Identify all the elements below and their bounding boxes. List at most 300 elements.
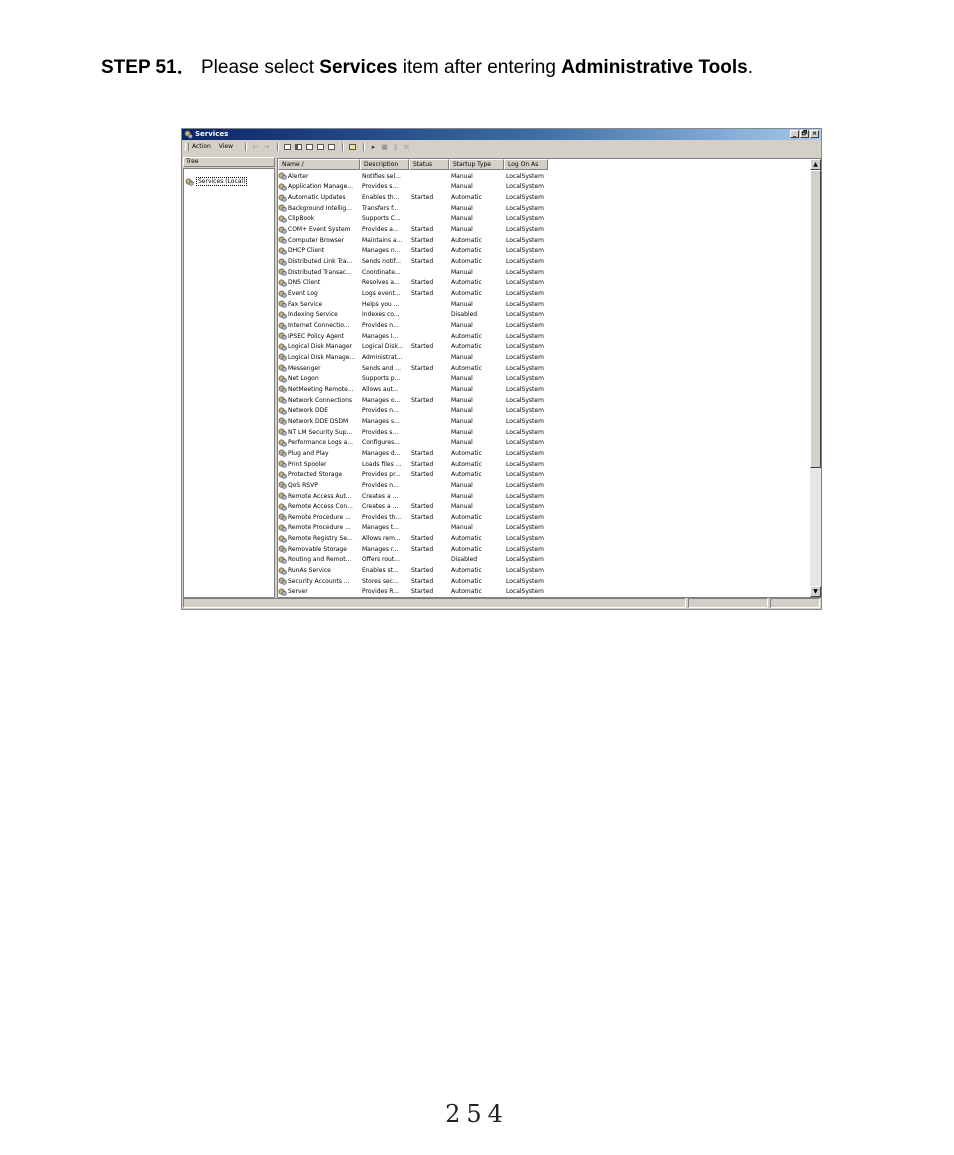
service-gear-icon [278,300,287,308]
service-gear-icon [278,204,287,212]
service-row[interactable] [278,384,809,395]
service-log-on-as: LocalSystem [506,290,544,298]
service-name-cell [278,567,360,575]
properties-icon[interactable] [305,143,314,151]
service-rows [278,171,809,597]
service-name-cell [278,194,360,202]
service-name-cell [278,439,360,447]
show-hide-tree-icon[interactable] [294,143,303,151]
service-startup-type: Manual [451,503,473,511]
service-row[interactable] [278,533,809,544]
service-row[interactable] [278,246,809,257]
service-startup-type: Automatic [451,343,482,351]
service-name-cell [278,343,360,351]
service-name-cell [278,183,360,191]
service-row[interactable] [278,448,809,459]
service-name-cell [278,577,360,585]
service-description: Manages n... [362,247,401,255]
service-status: Started [411,290,434,298]
service-gear-icon [278,513,287,521]
service-log-on-as: LocalSystem [506,439,544,447]
service-startup-type: Automatic [451,471,482,479]
services-gear-icon [185,178,194,186]
service-name: Protected Storage [288,471,343,479]
service-gear-icon [278,428,287,436]
status-bar [182,598,821,609]
service-startup-type: Manual [451,396,473,404]
service-gear-icon [278,226,287,234]
service-startup-type: Automatic [451,279,482,287]
service-gear-icon [278,524,287,532]
service-description: Manages s... [362,417,400,425]
service-name: Internet Connectio... [288,322,350,330]
service-log-on-as: LocalSystem [506,268,544,276]
back-arrow-icon[interactable]: ← [252,142,259,151]
tree-node-label: Services (Local) [198,178,246,185]
service-row[interactable] [278,331,809,342]
service-log-on-as: LocalSystem [506,567,544,575]
menu-toolbar [182,141,821,152]
service-description: Creates a ... [362,503,399,511]
page-number: 254 [445,1100,509,1128]
service-name-cell [278,503,360,511]
scroll-down-arrow-icon[interactable]: ▼ [810,586,821,597]
service-description: Sends and ... [362,364,402,372]
service-log-on-as: LocalSystem [506,513,544,521]
service-name: NT LM Security Sup... [288,428,353,436]
service-description: Enables th... [362,194,400,202]
service-log-on-as: LocalSystem [506,258,544,266]
service-row[interactable] [278,267,809,278]
service-name-cell [278,300,360,308]
minimize-button[interactable]: _ [790,130,799,138]
service-name: Remote Registry Se... [288,535,353,543]
service-name-cell [278,385,360,393]
service-description: Manages r... [362,545,399,553]
toolbar-separator [277,143,279,151]
column-header-status[interactable]: Status [409,159,449,170]
service-status: Started [411,567,434,575]
service-status: Started [411,258,434,266]
service-name-cell [278,471,360,479]
service-log-on-as: LocalSystem [506,449,544,457]
instruction-part-1: Please select [201,57,315,78]
service-status: Started [411,236,434,244]
toolbar-separator [342,143,344,151]
service-gear-icon [278,449,287,457]
service-gear-icon [278,545,287,553]
service-startup-type: Manual [451,215,473,223]
service-row[interactable] [278,278,809,289]
services-gear-icon [184,130,193,139]
service-name: Security Accounts ... [288,577,350,585]
menu-view[interactable]: View [218,143,234,150]
service-description: Supports C... [362,215,401,223]
service-log-on-as: LocalSystem [506,300,544,308]
column-header-startup-type[interactable]: Startup Type [449,159,504,170]
service-gear-icon [278,268,287,276]
service-row[interactable] [278,363,809,374]
service-name: Application Manage... [288,183,353,191]
service-log-on-as: LocalSystem [506,226,544,234]
service-name-cell [278,204,360,212]
service-name: Background Intellig... [288,204,352,212]
service-name-cell [278,460,360,468]
services-list [277,158,822,598]
service-row[interactable] [278,182,809,193]
service-name-cell [278,545,360,553]
service-name-cell [278,492,360,500]
service-row[interactable] [278,544,809,555]
service-name: IPSEC Policy Agent [288,332,345,340]
service-name: Fax Service [288,300,323,308]
service-row[interactable] [278,299,809,310]
service-log-on-as: LocalSystem [506,194,544,202]
service-log-on-as: LocalSystem [506,492,544,500]
service-log-on-as: LocalSystem [506,311,544,319]
service-startup-type: Automatic [451,513,482,521]
service-description: Supports p... [362,375,401,383]
service-startup-type: Disabled [451,311,478,319]
service-startup-type: Manual [451,428,473,436]
service-log-on-as: LocalSystem [506,524,544,532]
service-name-cell [278,396,360,404]
service-row[interactable] [278,565,809,576]
admin-tools-term: Administrative Tools [561,57,748,78]
up-folder-icon[interactable] [283,143,292,151]
service-gear-icon [278,364,287,372]
forward-arrow-icon[interactable]: → [263,142,270,151]
menu-action[interactable]: Action [192,143,211,150]
refresh-icon[interactable] [316,143,325,151]
service-name: DNS Client [288,279,321,287]
service-startup-type: Automatic [451,258,482,266]
service-startup-type: Manual [451,183,473,191]
service-log-on-as: LocalSystem [506,588,544,596]
service-name: Remote Procedure ... [288,513,351,521]
service-gear-icon [278,258,287,266]
service-log-on-as: LocalSystem [506,375,544,383]
service-log-on-as: LocalSystem [506,471,544,479]
service-status: Started [411,513,434,521]
service-name-cell [278,236,360,244]
scrollbar-thumb[interactable] [810,170,821,468]
service-status: Started [411,279,434,287]
status-panel [688,598,768,608]
instruction-text [101,56,753,80]
service-description: Allows rem... [362,535,401,543]
service-gear-icon [278,439,287,447]
close-button[interactable]: × [811,130,818,137]
service-startup-type: Manual [451,385,473,393]
service-gear-icon [278,279,287,287]
service-row[interactable] [278,224,809,235]
tree-pane [183,168,275,598]
service-description: Stores sec... [362,577,399,585]
service-row[interactable] [278,352,809,363]
service-gear-icon [278,332,287,340]
service-log-on-as: LocalSystem [506,417,544,425]
service-gear-icon [278,535,287,543]
service-gear-icon [278,588,287,596]
service-name: Print Spooler [288,460,327,468]
service-name: Event Log [288,290,318,298]
service-startup-type: Automatic [451,588,482,596]
service-description: Manages d... [362,449,401,457]
service-row[interactable] [278,288,809,299]
service-log-on-as: LocalSystem [506,172,544,180]
service-row[interactable] [278,491,809,502]
service-row[interactable] [278,214,809,225]
service-gear-icon [278,172,287,180]
tree-node-services-local[interactable] [185,177,247,186]
service-gear-icon [278,215,287,223]
service-status: Started [411,247,434,255]
status-panel [770,598,820,608]
service-name: DHCP Client [288,247,325,255]
service-log-on-as: LocalSystem [506,322,544,330]
service-name-cell [278,268,360,276]
service-log-on-as: LocalSystem [506,385,544,393]
service-name-cell [278,375,360,383]
service-gear-icon [278,417,287,425]
service-name: Net Logon [288,375,319,383]
instruction-part-2: item after entering [402,57,556,78]
service-gear-icon [278,194,287,202]
service-name: Automatic Updates [288,194,346,202]
service-startup-type: Automatic [451,449,482,457]
service-row[interactable] [278,523,809,534]
service-description: Manages t... [362,524,399,532]
service-log-on-as: LocalSystem [506,407,544,415]
column-headers [278,159,548,170]
service-description: Offers rout... [362,556,400,564]
service-name: Messenger [288,364,321,372]
service-row[interactable] [278,459,809,470]
service-row[interactable] [278,587,809,598]
service-row[interactable] [278,320,809,331]
services-term: Services [319,57,398,78]
service-name: QoS RSVP [288,481,318,489]
service-status: Started [411,588,434,596]
service-gear-icon [278,471,287,479]
service-startup-type: Manual [451,417,473,425]
service-row[interactable] [278,373,809,384]
service-log-on-as: LocalSystem [506,236,544,244]
service-startup-type: Manual [451,407,473,415]
service-description: Sends notif... [362,258,402,266]
service-row[interactable] [278,192,809,203]
service-description: Provides R... [362,588,399,596]
service-status: Started [411,471,434,479]
service-startup-type: Manual [451,300,473,308]
service-name: Network DDE [288,407,328,415]
service-gear-icon [278,322,287,330]
service-name-cell [278,258,360,266]
tree-header[interactable]: Tree [183,157,275,167]
service-name: RunAs Service [288,567,331,575]
service-startup-type: Automatic [451,364,482,372]
scroll-up-arrow-icon[interactable]: ▲ [810,159,821,170]
service-status: Started [411,503,434,511]
service-name: Remote Access Con... [288,503,353,511]
stop-service-icon[interactable]: ■ [381,142,388,151]
service-row[interactable] [278,512,809,523]
service-description: Configures... [362,439,400,447]
service-description: Provides n... [362,481,399,489]
service-name-cell [278,535,360,543]
service-description: Maintains a... [362,236,403,244]
service-description: Notifies sel... [362,172,401,180]
service-log-on-as: LocalSystem [506,183,544,191]
service-row[interactable] [278,203,809,214]
service-gear-icon [278,556,287,564]
service-log-on-as: LocalSystem [506,535,544,543]
service-row[interactable] [278,405,809,416]
toolbar-grip [185,143,189,151]
service-description: Provides n... [362,322,399,330]
vertical-scrollbar[interactable] [810,159,821,597]
pause-service-icon[interactable]: ‖ [393,142,398,151]
service-gear-icon [278,492,287,500]
service-row[interactable] [278,469,809,480]
service-row[interactable] [278,171,809,182]
service-startup-type: Manual [451,268,473,276]
service-log-on-as: LocalSystem [506,353,544,361]
service-description: Transfers f... [362,204,399,212]
service-log-on-as: LocalSystem [506,279,544,287]
start-service-icon[interactable]: ▸ [371,142,376,151]
service-name: Plug and Play [288,449,329,457]
service-gear-icon [278,247,287,255]
service-name-cell [278,332,360,340]
service-name: Routing and Remot... [288,556,352,564]
service-log-on-as: LocalSystem [506,577,544,585]
service-description: Logical Disk... [362,343,404,351]
service-log-on-as: LocalSystem [506,396,544,404]
service-row[interactable] [278,576,809,587]
service-name: Logical Disk Manager [288,343,353,351]
service-startup-type: Automatic [451,535,482,543]
help-icon[interactable] [348,143,357,151]
service-row[interactable] [278,342,809,353]
service-startup-type: Manual [451,375,473,383]
service-name: Removable Storage [288,545,347,553]
service-name: Alerter [288,172,309,180]
service-startup-type: Manual [451,353,473,361]
service-log-on-as: LocalSystem [506,332,544,340]
service-startup-type: Disabled [451,556,478,564]
column-header-description[interactable]: Description [360,159,409,170]
service-startup-type: Manual [451,322,473,330]
restart-service-icon[interactable]: ≡ [403,142,410,151]
service-row[interactable] [278,555,809,566]
service-gear-icon [278,290,287,298]
service-status: Started [411,343,434,351]
service-status: Started [411,364,434,372]
service-startup-type: Automatic [451,290,482,298]
service-row[interactable] [278,437,809,448]
service-gear-icon [278,460,287,468]
column-header-log-on-as[interactable]: Log On As [504,159,548,170]
service-name-cell [278,247,360,255]
service-startup-type: Manual [451,481,473,489]
service-startup-type: Manual [451,492,473,500]
service-row[interactable] [278,235,809,246]
service-log-on-as: LocalSystem [506,204,544,212]
service-row[interactable] [278,427,809,438]
service-name: Distributed Link Tra... [288,258,353,266]
service-startup-type: Manual [451,439,473,447]
service-gear-icon [278,385,287,393]
step-separator: ． [176,57,196,78]
service-description: Provides s... [362,183,399,191]
service-status: Started [411,545,434,553]
toolbar-separator [245,143,247,151]
service-gear-icon [278,353,287,361]
service-name: ClipBook [288,215,315,223]
service-name-cell [278,588,360,596]
service-description: Indexes co... [362,311,400,319]
service-startup-type: Automatic [451,545,482,553]
service-name-cell [278,290,360,298]
service-description: Enables st... [362,567,399,575]
service-gear-icon [278,311,287,319]
service-name-cell [278,215,360,223]
service-startup-type: Automatic [451,577,482,585]
service-status: Started [411,449,434,457]
service-description: Resolves a... [362,279,400,287]
service-description: Helps you ... [362,300,400,308]
restore-button[interactable]: 🗗 [801,130,808,137]
service-gear-icon [278,567,287,575]
service-name-cell [278,449,360,457]
service-description: Manages o... [362,396,401,404]
service-status: Started [411,194,434,202]
export-list-icon[interactable] [327,143,336,151]
title-bar[interactable] [182,129,821,140]
service-description: Provides a... [362,226,399,234]
service-name: Network Connections [288,396,353,404]
service-gear-icon [278,343,287,351]
service-row[interactable] [278,501,809,512]
service-description: Allows aut... [362,385,399,393]
service-name: Computer Browser [288,236,345,244]
service-gear-icon [278,407,287,415]
service-description: Provides s... [362,428,399,436]
service-status: Started [411,535,434,543]
service-row[interactable] [278,395,809,406]
service-description: Provides pr... [362,471,401,479]
service-description: Provides th... [362,513,402,521]
service-name-cell [278,322,360,330]
service-row[interactable] [278,416,809,427]
service-log-on-as: LocalSystem [506,343,544,351]
service-startup-type: Manual [451,204,473,212]
step-label: STEP 51 [101,57,177,78]
service-name-cell [278,279,360,287]
service-row[interactable] [278,256,809,267]
service-row[interactable] [278,310,809,321]
service-row[interactable] [278,480,809,491]
service-name-cell [278,364,360,372]
column-header-name[interactable]: Name / [278,159,360,170]
service-startup-type: Automatic [451,332,482,340]
service-description: Manages I... [362,332,399,340]
service-log-on-as: LocalSystem [506,428,544,436]
service-gear-icon [278,236,287,244]
service-name-cell [278,311,360,319]
